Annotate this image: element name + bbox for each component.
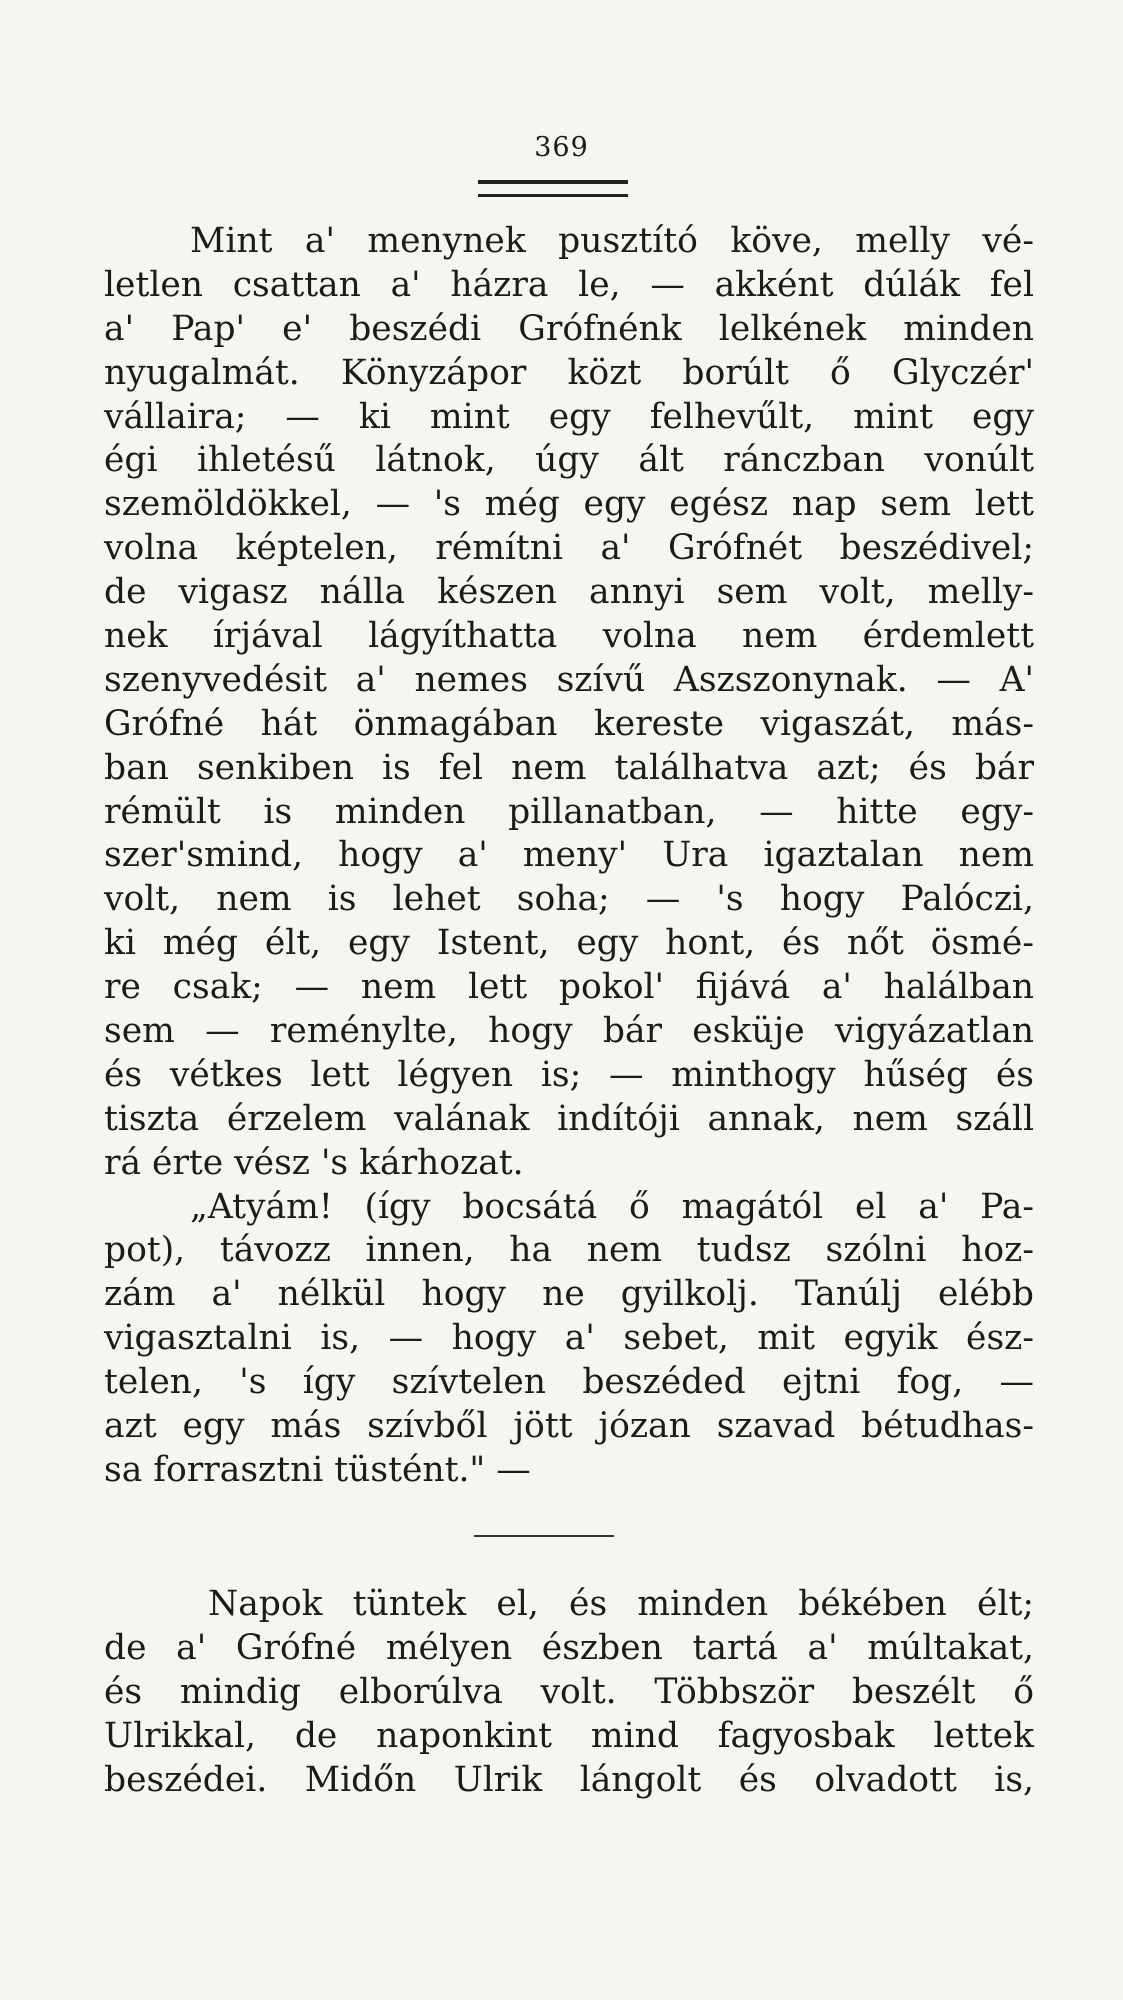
text-line: volna képtelen, rémítni a' Grófnét beszédivel; <box>104 528 1034 569</box>
text-line: rémült is minden pillanatban, — hitte egy- <box>104 791 1034 832</box>
text-line: ki még élt, egy Istent, egy hont, és nőt ösmé- <box>104 923 1034 964</box>
text-line: „Atyám! (így bocsátá ő magától el a' Pa- <box>190 1186 1034 1227</box>
text-line: sa forrasztni tüstént." — <box>104 1449 531 1490</box>
text-line: Ulrikkal, de naponkint mind fagyosbak lettek <box>104 1715 1034 1756</box>
text-line: vállaira; — ki mint egy felhevűlt, mint egy <box>104 396 1034 437</box>
text-line: szer'smind, hogy a' meny' Ura igaztalan nem <box>104 835 1034 876</box>
text-line: szenyvedésit a' nemes szívű Aszszonynak. — A' <box>104 659 1034 700</box>
text-line: telen, 's így szívtelen beszéded ejtni fog, — <box>104 1362 1034 1403</box>
text-line: volt, nem is lehet soha; — 's hogy Palóczi, <box>104 879 1034 920</box>
text-line: tiszta érzelem valának indítóji annak, nem száll <box>104 1098 1034 1139</box>
text-line: pot), távozz innen, ha nem tudsz szólni hoz- <box>104 1230 1034 1271</box>
section-divider-rule <box>474 1535 614 1537</box>
text-line: re csak; — nem lett pokol' fijává a' halálban <box>104 967 1034 1008</box>
text-line: sem — reménylte, hogy bár esküje vigyázatlan <box>104 1011 1034 1052</box>
text-line: szemöldökkel, — 's még egy egész nap sem lett <box>104 484 1034 525</box>
text-line: ban senkiben is fel nem találhatva azt; és bár <box>104 747 1034 788</box>
header-double-rule <box>478 180 628 197</box>
text-line: és vétkes lett légyen is; — minthogy hűség és <box>104 1054 1034 1095</box>
text-line: zám a' nélkül hogy ne gyilkolj. Tanúlj elébb <box>104 1274 1034 1315</box>
text-line: de vigasz nálla készen annyi sem volt, melly- <box>104 572 1034 613</box>
text-line: és mindig elborúlva volt. Többször beszélt ő <box>104 1671 1034 1712</box>
text-line: Grófné hát önmagában kereste vigaszát, más- <box>104 703 1034 744</box>
text-line: nek írjával lágyíthatta volna nem érdemlett <box>104 616 1034 657</box>
text-line: Mint a' menynek pusztító köve, melly vé- <box>190 221 1034 261</box>
text-line: nyugalmát. Könyzápor közt borúlt ő Glyczér' <box>104 352 1034 393</box>
text-line: égi ihletésű látnok, úgy ált ránczban vonúlt <box>104 440 1034 481</box>
text-line: rá érte vész 's kárhozat. <box>104 1142 524 1183</box>
page-number: 369 <box>534 132 589 163</box>
paragraph-block-2 <box>104 1583 1034 1802</box>
text-line: vigasztalni is, — hogy a' sebet, mit egyik ész- <box>104 1318 1034 1359</box>
text-line: azt egy más szívből jött józan szavad bétudhas- <box>104 1406 1034 1447</box>
paragraph-block-1 <box>104 220 1034 1493</box>
text-line: Napok tüntek el, és minden békében élt; <box>208 1584 1034 1624</box>
text-line: beszédei. Midőn Ulrik lángolt és olvadott is, <box>104 1759 1034 1800</box>
text-line: a' Pap' e' beszédi Grófnénk lelkének minden <box>104 308 1034 349</box>
text-line: letlen csattan a' házra le, — akként dúlák fel <box>104 264 1034 305</box>
text-line: de a' Grófné mélyen észben tartá a' múltakat, <box>104 1627 1034 1668</box>
